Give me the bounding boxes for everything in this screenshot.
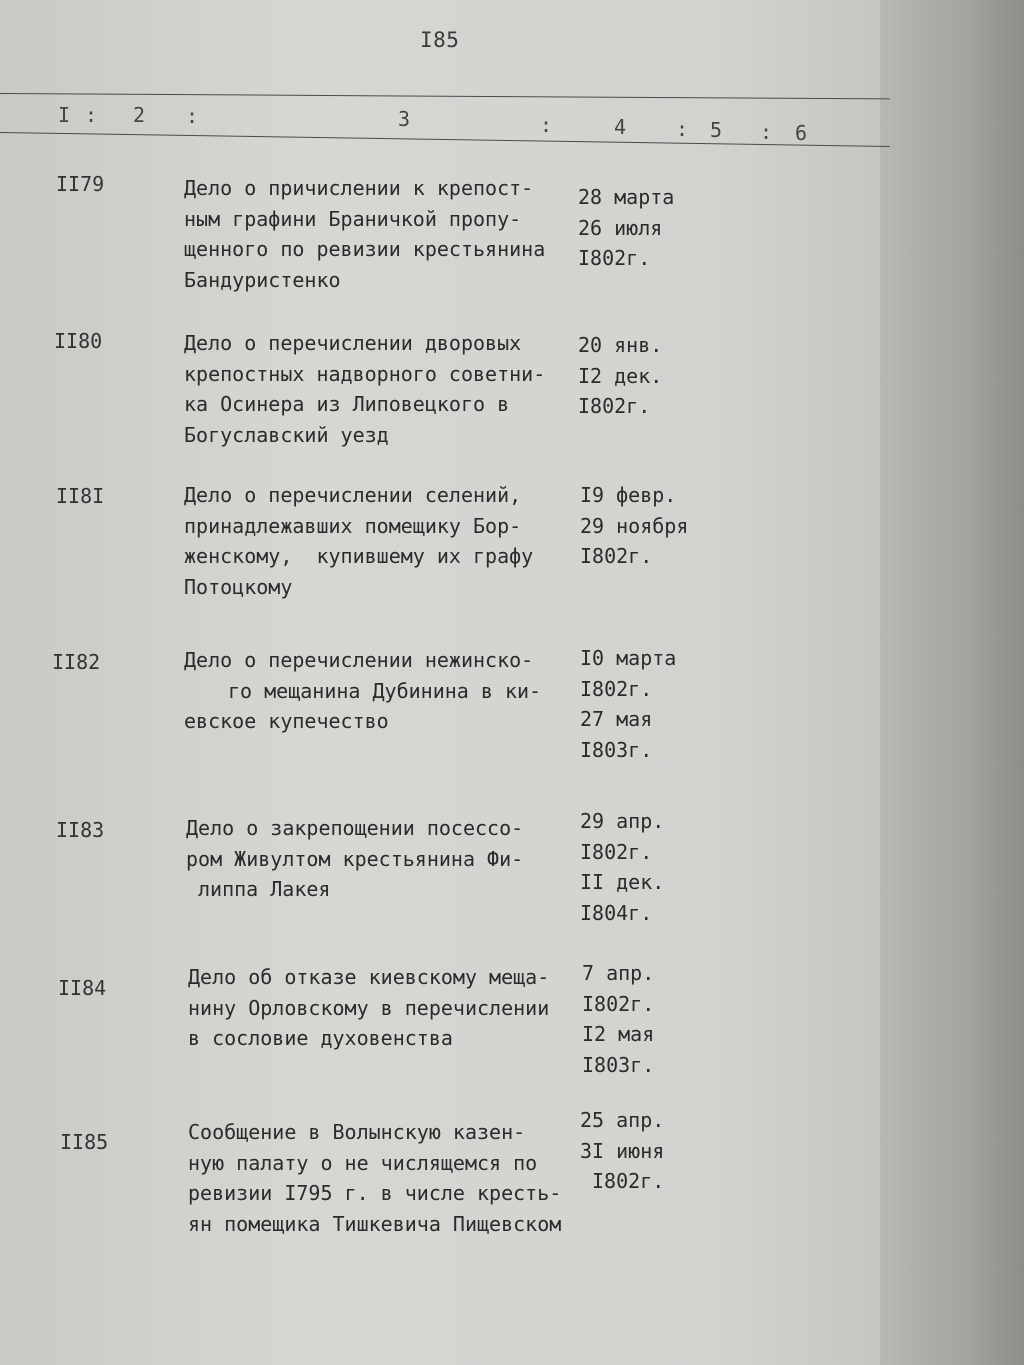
entry-number: II82 bbox=[52, 650, 101, 674]
date-line: I2 мая bbox=[582, 1022, 655, 1046]
entry-dates bbox=[580, 1105, 664, 1197]
entry-number: II83 bbox=[56, 818, 105, 842]
description-line: ревизии I795 г. в числе кресть- bbox=[188, 1181, 562, 1205]
date-line: 29 апр. bbox=[580, 809, 665, 833]
page-number: I85 bbox=[420, 28, 460, 52]
column-separator: : bbox=[186, 104, 199, 128]
entry-dates bbox=[580, 643, 676, 765]
column-separator: : bbox=[85, 103, 98, 127]
date-line: 27 мая bbox=[580, 707, 653, 731]
date-line: II дек. bbox=[580, 870, 665, 894]
description-line: Потоцкому bbox=[184, 574, 293, 599]
description-line: ром Живултом крестьянина Фи- bbox=[186, 846, 524, 871]
date-line: 26 июля bbox=[578, 215, 663, 240]
description-line: женскому, купившему их графу bbox=[184, 544, 534, 568]
entry-description bbox=[184, 480, 533, 602]
entry-dates bbox=[580, 806, 664, 928]
date-line: I802г. bbox=[578, 394, 651, 418]
date-line: I802г. bbox=[580, 676, 653, 701]
date-line: I2 дек. bbox=[578, 363, 663, 388]
description-line: Дело о перечислении селений, bbox=[184, 483, 522, 507]
entry-number: II85 bbox=[60, 1130, 109, 1154]
date-line: I803г. bbox=[580, 737, 653, 762]
description-line: Сообщение в Волынскую казен- bbox=[188, 1120, 526, 1144]
page-edge-shadow bbox=[880, 0, 1024, 1365]
description-line: Дело о перечислении дворовых bbox=[184, 331, 522, 355]
entry-number: II80 bbox=[54, 329, 103, 353]
date-line: 29 ноября bbox=[580, 513, 689, 538]
description-line: липпа Лакея bbox=[198, 877, 331, 901]
description-line: щенного по ревизии крестьянина bbox=[184, 237, 546, 261]
entry-description bbox=[186, 813, 523, 905]
date-line: I802г. bbox=[580, 839, 653, 864]
description-line: принадлежавших помещику Бор- bbox=[184, 513, 522, 538]
description-line: го мещанина Дубинина в ки- bbox=[228, 678, 542, 703]
date-line: I804г. bbox=[580, 900, 653, 925]
description-line: крепостных надворного советни- bbox=[184, 361, 546, 386]
description-line: Дело о закрепощении посессо- bbox=[186, 816, 524, 840]
description-line: евское купечество bbox=[184, 709, 389, 733]
date-line: 28 марта bbox=[578, 185, 675, 209]
column-header-4: 4 bbox=[614, 115, 627, 139]
date-line: 3I июня bbox=[580, 1138, 665, 1163]
date-line: I802г. bbox=[578, 246, 651, 270]
date-line: 7 апр. bbox=[582, 961, 655, 985]
entry-dates bbox=[578, 182, 674, 274]
date-line: I802г. bbox=[580, 544, 653, 568]
description-line: ным графини Браничкой пропу- bbox=[184, 206, 522, 231]
column-header-5: 5 bbox=[710, 118, 723, 142]
description-line: ную палату о не числящемся по bbox=[188, 1150, 538, 1175]
date-line: I0 марта bbox=[580, 646, 677, 670]
date-line: 25 апр. bbox=[580, 1108, 665, 1132]
entry-description bbox=[188, 962, 549, 1054]
entry-dates bbox=[580, 480, 688, 572]
entry-description bbox=[188, 1117, 561, 1239]
description-line: ка Осинера из Липовецкого в bbox=[184, 392, 510, 416]
column-header-1: I bbox=[58, 103, 71, 127]
entry-description bbox=[184, 173, 545, 295]
entry-description bbox=[184, 328, 545, 450]
date-line: I803г. bbox=[582, 1052, 655, 1077]
column-header-2: 2 bbox=[133, 103, 146, 127]
entry-number: II8I bbox=[56, 484, 105, 508]
column-separator: : bbox=[760, 120, 773, 144]
entry-number: II79 bbox=[56, 172, 105, 196]
description-line: Дело о перечислении нежинско- bbox=[184, 648, 534, 672]
description-line: Дело о причислении к крепост- bbox=[184, 176, 534, 200]
description-line: нину Орловскому в перечислении bbox=[188, 995, 550, 1020]
description-line: Дело об отказе киевскому меща- bbox=[188, 965, 550, 989]
date-line: I802г. bbox=[592, 1169, 665, 1193]
description-line: Богуславский уезд bbox=[184, 422, 389, 447]
header-rule-top bbox=[0, 93, 890, 99]
entry-description bbox=[184, 645, 541, 737]
date-line: I802г. bbox=[582, 991, 655, 1016]
description-line: ян помещика Тишкевича Пищевском bbox=[188, 1211, 562, 1236]
column-separator: : bbox=[540, 113, 553, 137]
column-header-6: 6 bbox=[795, 121, 808, 145]
date-line: I9 февр. bbox=[580, 483, 677, 507]
column-header-3: 3 bbox=[398, 107, 411, 131]
header-rule-bottom bbox=[0, 132, 890, 147]
entry-dates bbox=[582, 958, 654, 1080]
description-line: в сословие духовенства bbox=[188, 1026, 453, 1050]
entry-number: II84 bbox=[58, 976, 107, 1000]
description-line: Бандуристенко bbox=[184, 267, 341, 292]
entry-dates bbox=[578, 330, 662, 422]
date-line: 20 янв. bbox=[578, 333, 663, 357]
column-separator: : bbox=[676, 117, 689, 141]
